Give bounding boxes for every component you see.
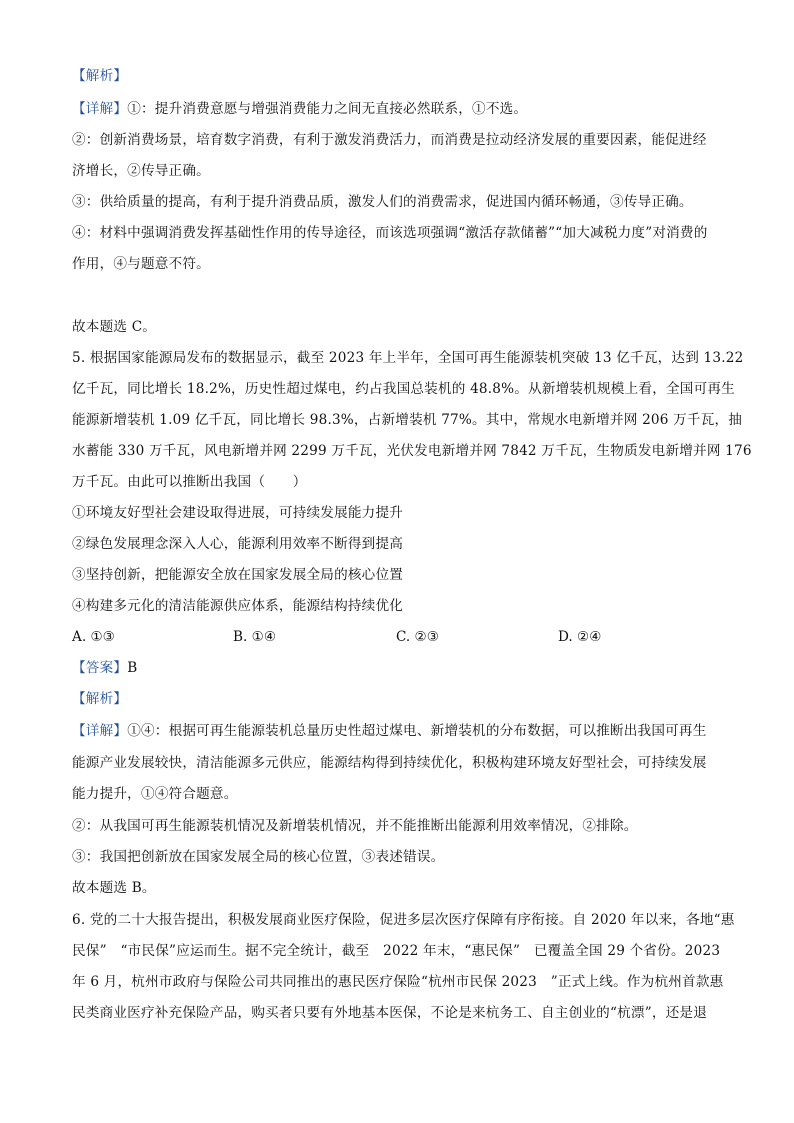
q5-statement: ①环境友好型社会建设取得进展，可持续发展能力提升 <box>72 505 404 521</box>
q4-detail-1: 【详解】①：提升消费意愿与增强消费能力之间无直接必然联系，①不选。 <box>72 101 528 117</box>
q4-detail-2b: 济增长，②传导正确。 <box>72 163 210 179</box>
q4-detail-4b: 作用，④与题意不符。 <box>72 256 210 272</box>
q5-detail-1b: 能源产业发展较快，清洁能源多元供应，能源结构得到持续优化，积极构建环境友好型社会，可持续发展 <box>72 755 707 771</box>
q5-stem-line: 5. 根据国家能源局发布的数据显示，截至 2023 年上半年，全国可再生能源装机突破 13 亿千瓦，达到 13.22 <box>72 350 744 366</box>
q5-detail-1c: 能力提升，①④符合题意。 <box>72 786 238 802</box>
q5-option-b: B. ①④ <box>233 629 277 645</box>
q5-stem-line: 能源新增装机 1.09 亿千瓦，同比增长 98.3%，占新增装机 77%。其中，常规水电新增并网 206 万千瓦，抽 <box>72 412 743 428</box>
q4-detail-2a: ②：创新消费场景，培育数字消费，有利于激发消费活力，而消费是拉动经济发展的重要因素，能促进经 <box>72 132 707 148</box>
q5-stem-line: 万千瓦。由此可以推断出我国（ ） <box>72 474 307 490</box>
q5-option-d: D. ②④ <box>558 629 602 645</box>
q5-option-c: C. ②③ <box>396 629 439 645</box>
q5-statement: ④构建多元化的清洁能源供应体系，能源结构持续优化 <box>72 598 404 614</box>
q5-option-a: A. ①③ <box>72 629 115 645</box>
q5-statement: ③坚持创新，把能源安全放在国家发展全局的核心位置 <box>72 567 404 583</box>
q5-stem-line: 亿千瓦，同比增长 18.2%，历史性超过煤电，约占我国总装机的 48.8%。从新增装机规模上看，全国可再生 <box>72 381 735 397</box>
q6-stem-line: 民保” “市民保”应运而生。据不完全统计，截至 2022 年末，“惠民保” 已覆盖全国 29 个省份。2023 <box>72 943 721 959</box>
q4-analysis-tag: 【解析】 <box>72 68 128 84</box>
q6-stem-line: 年 6 月，杭州市政府与保险公司共同推出的惠民医疗保险“杭州市民保 2023 ”正式上线。作为杭州首款惠 <box>72 974 724 990</box>
q5-statement: ②绿色发展理念深入人心，能源利用效率不断得到提高 <box>72 536 404 552</box>
q4-conclusion: 故本题选 C。 <box>72 319 157 335</box>
q5-answer: 【答案】B <box>72 660 138 676</box>
q5-options <box>72 628 722 646</box>
q5-stem-line: 水蓄能 330 万千瓦，风电新增并网 2299 万千瓦，光伏发电新增并网 7842 万千瓦，生物质发电新增并网 176 <box>72 443 752 459</box>
q4-detail-tag: 【详解】 <box>72 101 128 117</box>
q4-detail-4a: ④：材料中强调消费发挥基础性作用的传导途径，而该选项强调“激活存款储蓄”“加大减税力度”对消费的 <box>72 225 708 241</box>
q5-analysis-tag: 【解析】 <box>72 691 128 707</box>
q5-detail-1a: 【详解】①④：根据可再生能源装机总量历史性超过煤电、新增装机的分布数据，可以推断出我国可再生 <box>72 723 707 739</box>
q5-detail-2: ②：从我国可再生能源装机情况及新增装机情况，并不能推断出能源利用效率情况，②排除。 <box>72 818 638 834</box>
q5-detail-tag: 【详解】 <box>72 723 128 739</box>
q5-detail-3: ③：我国把创新放在国家发展全局的核心位置，③表述错误。 <box>72 849 445 865</box>
q5-answer-tag: 【答案】 <box>72 660 128 676</box>
q4-detail-3: ③：供给质量的提高，有利于提升消费品质，激发人们的消费需求，促进国内循环畅通，③传导正确。 <box>72 194 693 210</box>
q5-conclusion: 故本题选 B。 <box>72 880 156 896</box>
q6-stem-line: 6. 党的二十大报告提出，积极发展商业医疗保险，促进多层次医疗保障有序衔接。自 2020 年以来，各地“惠 <box>72 912 735 928</box>
q6-stem-line: 民类商业医疗补充保险产品，购买者只要有外地基本医保，不论是来杭务工、自主创业的“杭漂”，还是退 <box>72 1005 708 1021</box>
